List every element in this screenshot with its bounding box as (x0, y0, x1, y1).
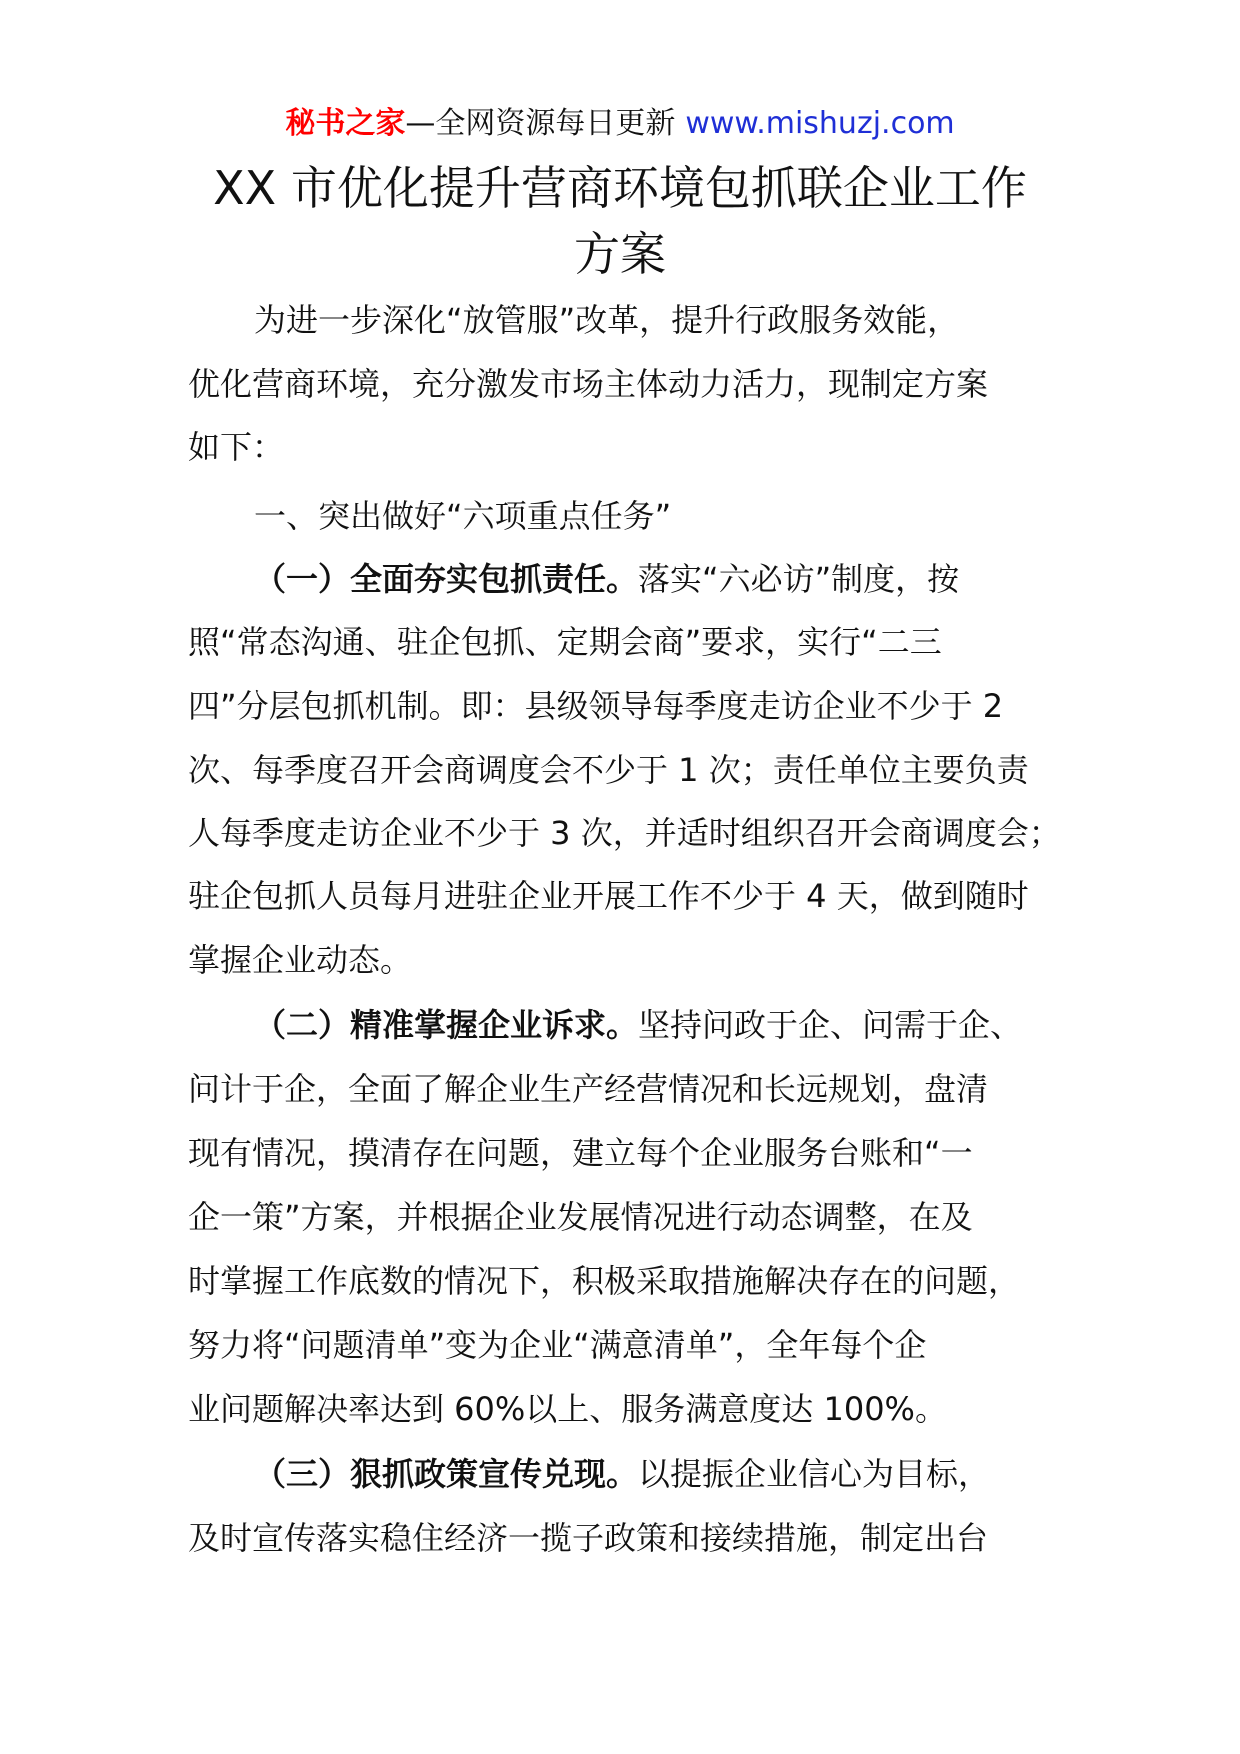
item-2-line-3: 现有情况，摸清存在问题，建立每个企业服务台账和“一 (188, 1134, 973, 1172)
item-1-line-2: 照“常态沟通、驻企包抓、定期会商”要求，实行“二三 (188, 623, 942, 661)
intro-line-3: 如下： (188, 428, 285, 466)
site-header (0, 104, 1240, 144)
item-3-line-2: 及时宣传落实稳住经济一揽子政策和接续措施，制定出台 (188, 1519, 989, 1557)
item-2-line-7: 业问题解决率达到 60%以上、服务满意度达 100%。 (188, 1390, 947, 1428)
intro-line-2: 优化营商环境，充分激发市场主体动力活力，现制定方案 (188, 365, 989, 403)
site-tagline: —全网资源每日更新 (405, 106, 676, 141)
item-1-line-6: 驻企包抓人员每月进驻企业开展工作不少于 4 天，做到随时 (188, 877, 1029, 915)
item-2-line-2: 问计于企，全面了解企业生产经营情况和长远规划，盘清 (188, 1070, 989, 1108)
document-title-line-2: 方案 (574, 227, 666, 281)
site-brand: 秘书之家 (285, 106, 406, 141)
item-1-line-1 (254, 559, 959, 599)
document-title-line-1: XX 市优化提升营商环境包抓联企业工作 (213, 161, 1027, 215)
site-url-link[interactable]: www.mishuzj.com (685, 106, 955, 141)
item-2-line-4: 企一策”方案，并根据企业发展情况进行动态调整，在及 (188, 1198, 973, 1236)
item-2-text: 坚持问政于企、问需于企、 (638, 1006, 1023, 1044)
item-1-line-7: 掌握企业动态。 (188, 941, 413, 979)
intro-line-1: 为进一步深化“放管服”改革，提升行政服务效能， (254, 301, 960, 339)
item-3-line-1 (254, 1454, 990, 1494)
item-2-line-6: 努力将“问题清单”变为企业“满意清单”，全年每个企 (188, 1326, 927, 1364)
item-3-text: 以提振企业信心为目标， (638, 1455, 991, 1493)
item-3-heading: （三）狠抓政策宣传兑现。 (254, 1455, 639, 1493)
item-1-line-4: 次、每季度召开会商调度会不少于 1 次；责任单位主要负责 (188, 751, 1029, 789)
item-2-line-1 (254, 1005, 1022, 1045)
section-1-heading: 一、突出做好“六项重点任务” (254, 497, 672, 535)
item-1-line-3: 四”分层包抓机制。即：县级领导每季度走访企业不少于 2 (188, 687, 1004, 725)
item-2-heading: （二）精准掌握企业诉求。 (254, 1006, 639, 1044)
item-1-line-5: 人每季度走访企业不少于 3 次，并适时组织召开会商调度会； (188, 814, 1061, 852)
item-1-heading: （一）全面夯实包抓责任。 (254, 560, 639, 598)
item-2-line-5: 时掌握工作底数的情况下，积极采取措施解决存在的问题， (188, 1262, 1021, 1300)
item-1-text: 落实“六必访”制度，按 (638, 560, 960, 598)
